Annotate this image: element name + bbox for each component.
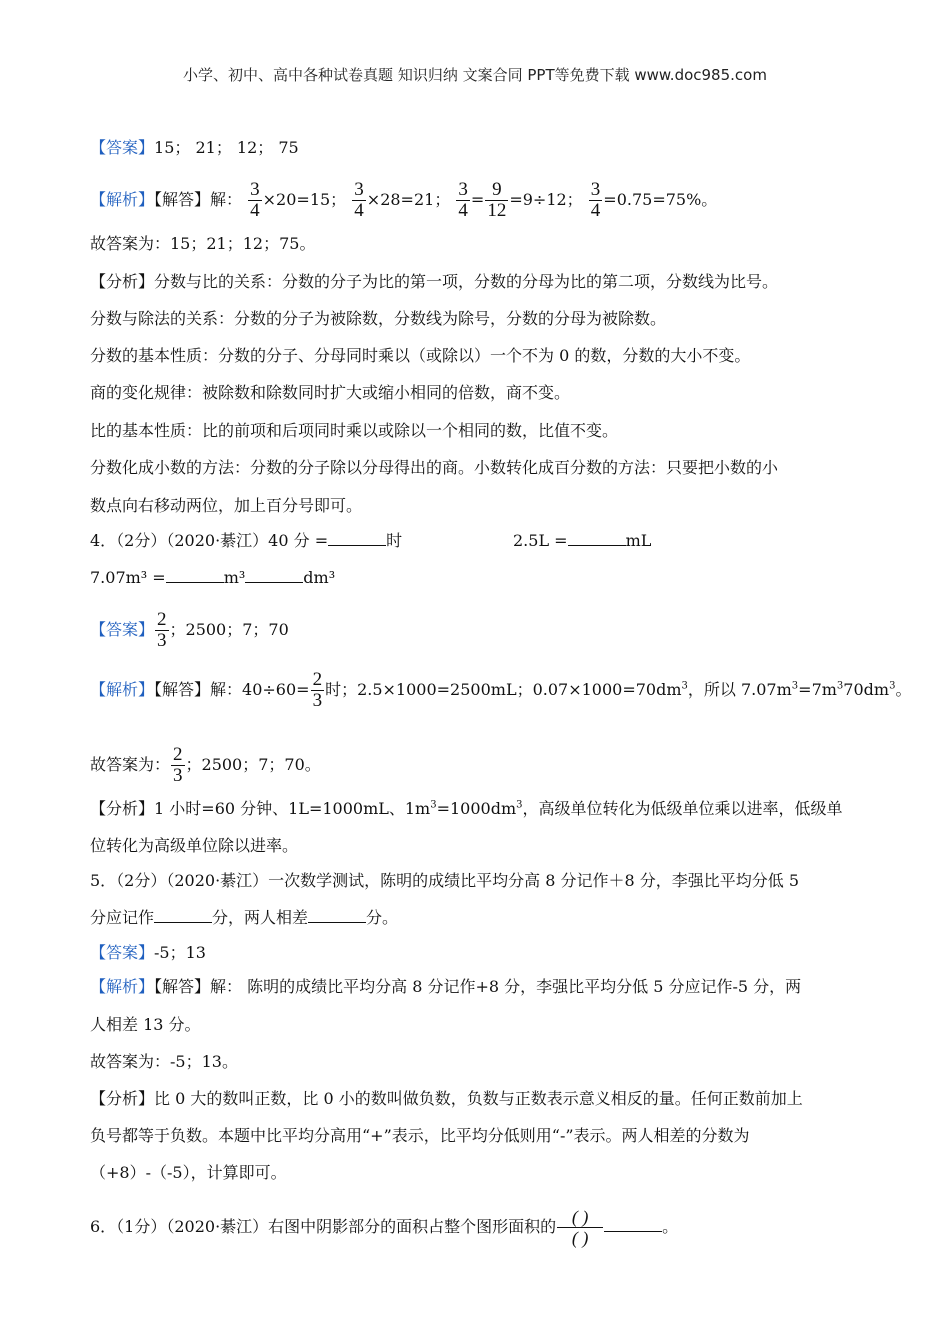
q3-note-line [90, 270, 778, 294]
q4-stem-text: 4．（2分）（2020·綦江）40 分 = [90, 531, 329, 550]
fraction-numerator: 3 [250, 179, 260, 200]
superscript: 3 [836, 680, 844, 692]
fraction-denominator: 4 [590, 200, 601, 221]
calc-text: ×28=21； [366, 190, 451, 209]
fraction-numerator: ( ) [571, 1207, 589, 1227]
q6-stem-line [90, 1207, 678, 1248]
solution-tag: 【解答】 [154, 680, 211, 699]
q5-stem-text: 分。 [366, 908, 399, 927]
q4-stem-text: dm³ [303, 568, 336, 587]
fraction-denominator: ( ) [557, 1227, 603, 1248]
final-text: 故答案为： [90, 755, 171, 774]
q3-note-line: 比的基本性质：比的前项和后项同时乘以或除以一个相同的数，比值不变。 [90, 421, 619, 440]
analysis-tag: 【解析】 [90, 680, 155, 699]
fraction-numerator: 9 [492, 179, 502, 200]
solution-prefix: 解： [210, 190, 243, 209]
fraction [456, 180, 470, 221]
fraction [171, 745, 185, 786]
q4-final-line [90, 745, 321, 786]
q5-answer-line [90, 941, 206, 965]
q5-answer: -5；13 [154, 943, 206, 962]
fraction-numerator: 3 [590, 179, 601, 200]
reasoning-tag: 【分析】 [90, 1089, 155, 1108]
q4-answer-line [90, 610, 289, 651]
q4-stem-text: mL [625, 531, 652, 550]
calc-text: 解：40÷60= [210, 680, 310, 699]
q5-stem-text: 分应记作 [90, 908, 155, 927]
q4-stem-line1 [90, 529, 402, 553]
fraction [248, 180, 262, 221]
q3-solution-line [90, 180, 717, 221]
q3-final: 故答案为：15；21；12；75。 [90, 234, 316, 253]
calc-text: = [470, 190, 485, 209]
q4-stem-text: 2.5L = [513, 531, 568, 550]
q6-stem-text: 6．（1分）（2020·綦江）右图中阴影部分的面积占整个图形面积的 [90, 1217, 557, 1236]
q5-stem-text: 分，两人相差 [212, 908, 309, 927]
fraction [155, 610, 169, 651]
q3-answer: 15； 21； 12； 75 [154, 138, 299, 157]
q4-stem-line2 [90, 566, 335, 590]
q4-solution-line [90, 670, 911, 711]
calc-text: =9÷12； [509, 190, 583, 209]
answer-blank [328, 530, 386, 546]
q4-note-line2: 位转化为高级单位除以进率。 [90, 836, 299, 855]
answer-tag: 【答案】 [90, 943, 155, 962]
analysis-tag: 【解析】 [90, 977, 155, 996]
q4-answer: ；2500；7；70 [169, 620, 289, 639]
superscript: 3 [681, 680, 688, 692]
calc-text: 时；2.5×1000=2500mL；0.07×1000=70dm [325, 680, 682, 699]
note-text: =1000dm [436, 799, 517, 818]
q4-stem-text: m³ [223, 568, 246, 587]
q5-note-line [90, 1087, 803, 1111]
final-text: ；2500；7；70。 [185, 755, 321, 774]
calc-text: 70dm [843, 680, 890, 699]
answer-blank [154, 907, 212, 923]
calc-text: =7m [798, 680, 837, 699]
fraction-denominator: 3 [312, 690, 323, 711]
note-text: 1 小时=60 分钟、1L=1000mL、1m [154, 799, 431, 818]
solution-text: 解： 陈明的成绩比平均分高 8 分记作+8 分，李强比平均分低 5 分应记作-5 分，两 [210, 977, 802, 996]
q4-note-line [90, 797, 843, 821]
calc-text: ，所以 7.07m [687, 680, 792, 699]
reasoning-tag: 【分析】 [90, 799, 155, 818]
fraction-numerator: 3 [458, 179, 468, 200]
solution-tag: 【解答】 [154, 977, 211, 996]
answer-tag: 【答案】 [90, 138, 155, 157]
reasoning-tag: 【分析】 [90, 272, 155, 291]
q5-note-line3: （+8）-（-5），计算即可。 [90, 1163, 287, 1182]
answer-tag: 【答案】 [90, 620, 155, 639]
note-text: 比 0 大的数叫正数，比 0 小的数叫做负数，负数与正数表示意义相反的量。任何正数前加上 [154, 1089, 803, 1108]
q3-note-line: 数点向右移动两位，加上百分号即可。 [90, 496, 363, 515]
answer-blank [245, 567, 303, 583]
q3-note-line: 分数的基本性质：分数的分子、分母同时乘以（或除以）一个不为 0 的数，分数的大小不变。 [90, 346, 751, 365]
fraction [311, 670, 325, 711]
q4-stem-text: 时 [386, 531, 403, 550]
fraction-denominator: 3 [173, 765, 183, 786]
q5-solution-line [90, 975, 801, 999]
superscript: 3 [430, 799, 437, 811]
q5-note-line2: 负号都等于负数。本题中比平均分高用“+”表示，比平均分低则用“-”表示。两人相差的分数为 [90, 1126, 750, 1145]
analysis-tag: 【解析】 [90, 190, 155, 209]
q3-note-line: 商的变化规律：被除数和除数同时扩大或缩小相同的倍数，商不变。 [90, 383, 571, 402]
note-text: ，高级单位转化为低级单位乘以进率，低级单 [522, 799, 843, 818]
fraction-denominator: 4 [250, 200, 260, 221]
q5-solution-line2: 人相差 13 分。 [90, 1015, 201, 1034]
q4-stem-text: 7.07m³ = [90, 568, 166, 587]
fraction [557, 1207, 603, 1248]
fraction-numerator: 2 [157, 609, 167, 630]
fraction [485, 180, 508, 221]
superscript: 3 [889, 680, 896, 692]
q5-final: 故答案为：-5；13。 [90, 1052, 238, 1071]
note-text: 分数与比的关系：分数的分子为比的第一项，分数的分母为比的第二项，分数线为比号。 [154, 272, 779, 291]
fraction-denominator: 3 [157, 630, 167, 651]
solution-tag: 【解答】 [154, 190, 211, 209]
q5-stem-line1: 5．（2分）（2020·綦江）一次数学测试，陈明的成绩比平均分高 8 分记作＋8 分，李强比平均分低 5 [90, 871, 800, 890]
answer-blank [604, 1216, 662, 1232]
calc-text: ×20=15； [262, 190, 347, 209]
fraction-denominator: 4 [354, 200, 364, 221]
superscript: 3 [791, 680, 799, 692]
answer-blank [166, 567, 224, 583]
fraction-denominator: 12 [487, 200, 507, 221]
fraction [589, 180, 603, 221]
q3-answer-line [90, 136, 299, 160]
answer-blank [308, 907, 366, 923]
answer-blank [568, 530, 626, 546]
page-header: 小学、初中、高中各种试卷真题 知识归纳 文案合同 PPT等免费下载 www.doc985.com [183, 66, 767, 84]
fraction [352, 180, 366, 221]
q3-note-line: 分数与除法的关系：分数的分子为被除数，分数线为除号，分数的分母为被除数。 [90, 309, 667, 328]
calc-text: 。 [895, 680, 912, 699]
fraction-numerator: 2 [312, 669, 323, 690]
superscript: 3 [516, 799, 523, 811]
q4-stem-line1b [513, 529, 651, 553]
fraction-denominator: 4 [458, 200, 468, 221]
fraction-numerator: 2 [173, 744, 183, 765]
fraction-numerator: 3 [354, 179, 364, 200]
q5-stem-line2 [90, 906, 398, 930]
calc-text: =0.75=75%。 [603, 190, 718, 209]
q6-stem-text: 。 [662, 1217, 679, 1236]
q3-note-line: 分数化成小数的方法：分数的分子除以分母得出的商。小数转化成百分数的方法：只要把小数的小 [90, 458, 779, 477]
